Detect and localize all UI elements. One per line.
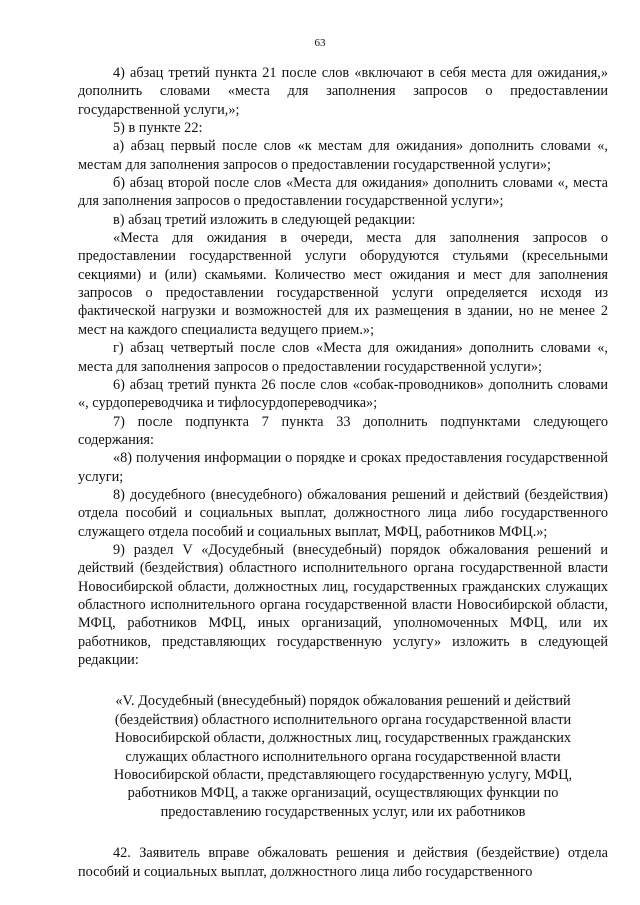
paragraph-subitem-b: б) абзац второй после слов «Места для ожидания» дополнить словами «, места для заполнения запросов о предоставлении государственной услуги»; <box>78 175 608 210</box>
paragraph-item-5: 5) в пункте 22: <box>113 120 203 137</box>
section-title: «V. Досудебный (внесудебный) порядок обжалования решений и действий (бездействия) областного исполнительного органа государственной власти Новосибирской области, должностных лиц, государственных гражданских служащих областного исполнительного органа государственной власти Новосибирской области, представляющего государственную услугу, МФЦ, работников МФЦ, а также организаций, осуществляющих функции по предоставлению государственных услуг, или их работников <box>113 693 573 820</box>
page-number: 63 <box>314 37 326 49</box>
paragraph-subitem-g: г) абзац четвертый после слов «Места для ожидания» дополнить словами «, места для заполнения запросов о предоставлении государственной услуги»; <box>78 340 608 375</box>
paragraph-item-4: 4) абзац третий пункта 21 после слов «включают в себя места для ожидания,» дополнить словами «места для заполнения запросов о предоставлении государственной услуги,»; <box>78 65 608 118</box>
paragraph-item-6: 6) абзац третий пункта 26 после слов «собак-проводников» дополнить словами «, сурдопереводчика и тифлосурдопереводчика»; <box>78 376 608 412</box>
paragraph-item-9: 9) раздел V «Досудебный (внесудебный) порядок обжалования решений и действий (бездействия) областного исполнительного органа государственной власти Новосибирской области, должностных лиц, государственных гражданских служащих областного исполнительного органа государственной власти Новосибирской области, МФЦ, работников МФЦ, иных организаций, уполномоченных МФЦ, или их работников, представляющих государственную услугу» изложить в следующей редакции: <box>78 541 608 668</box>
paragraph-subitem-a: а) абзац первый после слов «к местам для ожидания» дополнить словами «, местам для заполнения запросов о предоставлении государственной услуги»; <box>78 138 608 173</box>
document-body <box>78 64 608 881</box>
paragraph-subitem-v: в) абзац третий изложить в следующей редакции: <box>113 211 416 228</box>
paragraph-clause-42: 42. Заявитель вправе обжаловать решения и действия (бездействие) отдела пособий и социальных выплат, должностного лица либо государственного <box>78 845 608 880</box>
paragraph-quoted-text: «Места для ожидания в очереди, места для заполнения запросов о предоставлении государственной услуги оборудуются стульями (кресельными секциями) и (или) скамьями. Количество мест ожидания и мест для заполнения запросов о предоставлении государственной услуги определяется исходя из фактической нагрузки и возможностей для их размещения в здании, но не менее 2 мест на каждого специалиста ведущего прием.»; <box>78 230 608 338</box>
paragraph-new-subitem-8: «8) получения информации о порядке и сроках предоставления государственной услуги; <box>78 450 608 485</box>
paragraph-new-subitem-8b: 8) досудебного (внесудебного) обжалования решений и действий (бездействия) отдела пособий и социальных выплат, должностного лица либо государственного служащего отдела пособий и социальных выплат, МФЦ, работников МФЦ.»; <box>78 486 608 540</box>
paragraph-item-7: 7) после подпункта 7 пункта 33 дополнить подпунктами следующего содержания: <box>78 413 608 448</box>
